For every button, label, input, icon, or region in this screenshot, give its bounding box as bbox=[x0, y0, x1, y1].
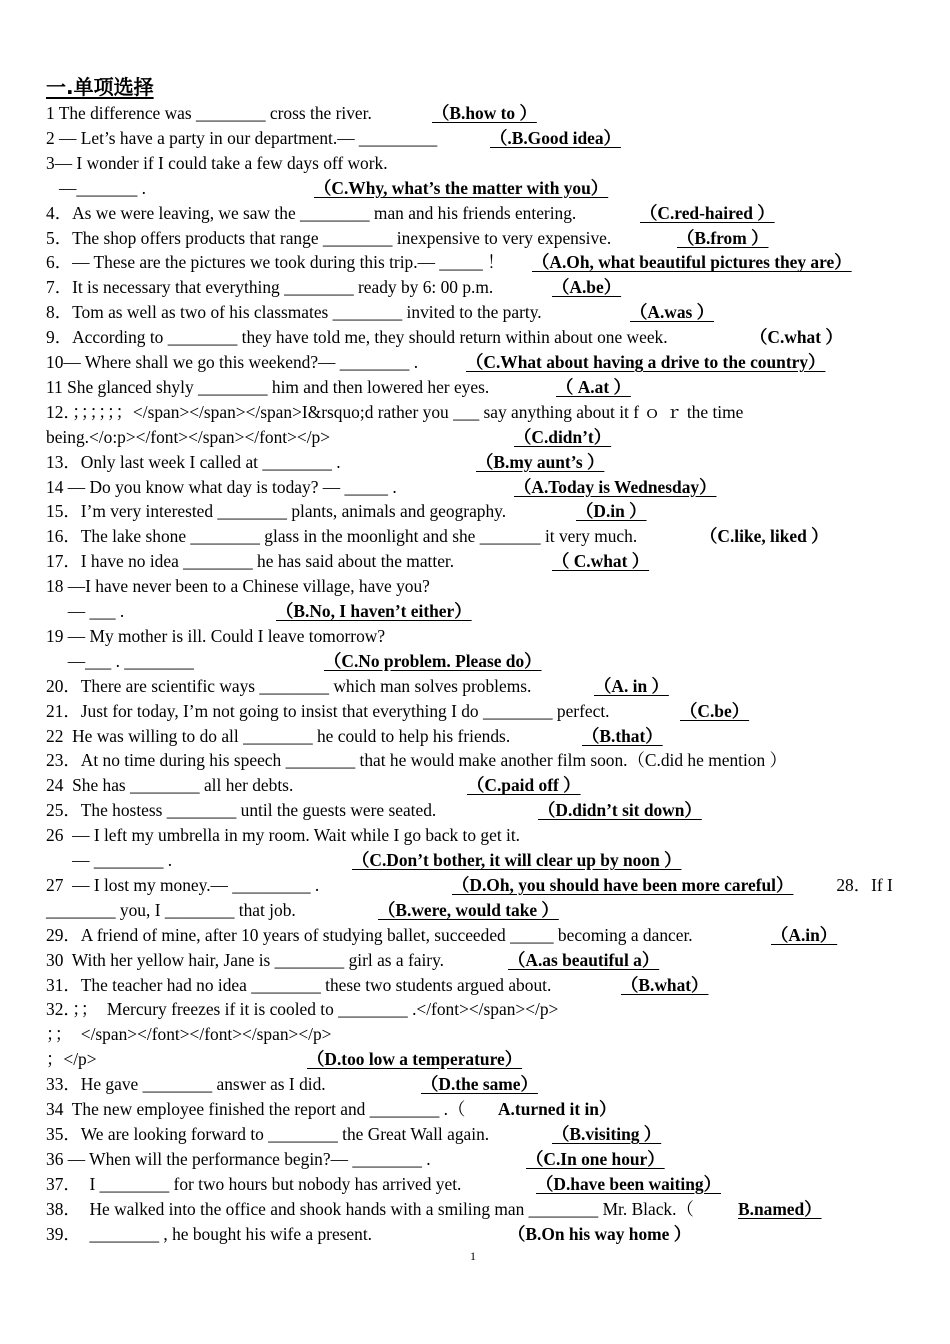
question-text: 5．The shop offers products that range ________ inexpensive to very expensive. bbox=[46, 227, 612, 248]
question-text: ；； </span></font></font></span></p> bbox=[46, 1024, 332, 1045]
question-answer: （A.in） bbox=[771, 924, 838, 945]
question-answer: （B.how to ） bbox=[432, 103, 537, 123]
question-text: 4．As we were leaving, we saw the ________ man and his friends entering. bbox=[46, 202, 577, 223]
question-answer: （C.No problem. Please do） bbox=[324, 650, 542, 671]
question-answer: （B.that） bbox=[582, 725, 663, 746]
question-text: 38． He walked into the office and shook hands with a smiling man ________ Mr. Black.（ bbox=[46, 1198, 694, 1219]
question-text: 19 — My mother is ill. Could I leave tomorrow? bbox=[46, 625, 386, 646]
question-answer: （B.On his way home ） bbox=[508, 1223, 692, 1244]
question-text: 22 He was willing to do all ________ he could to help his friends. bbox=[46, 725, 511, 746]
question-text: 18 —I have never been to a Chinese village, have you? bbox=[46, 576, 430, 597]
question-text: 36 — When will the performance begin?— ________ . bbox=[46, 1148, 431, 1169]
question-text: 37． I ________ for two hours but nobody has arrived yet. bbox=[46, 1173, 462, 1194]
question-text: 32．；； Mercury freezes if it is cooled to ________ .</font></span></p> bbox=[46, 999, 559, 1020]
question-answer: （D.in ） bbox=[576, 501, 647, 522]
question-answer: （D.the same） bbox=[421, 1074, 538, 1095]
question-text: 1 The difference was ________ cross the river. bbox=[46, 103, 372, 123]
question-answer: （ A.at ） bbox=[556, 376, 631, 397]
question-answer: （.B.Good idea） bbox=[490, 127, 621, 148]
question-answer: （D.Oh, you should have been more careful） bbox=[452, 874, 794, 895]
question-answer: （B.No, I haven’t either） bbox=[276, 601, 472, 621]
question-text: — ___ . bbox=[46, 601, 125, 621]
question-answer: （D.too low a temperature） bbox=[307, 1049, 523, 1070]
question-answer: （B.from ） bbox=[677, 227, 769, 248]
question-answer: （C.What about having a drive to the country） bbox=[466, 352, 826, 372]
question-text: ；</p> bbox=[46, 1049, 97, 1070]
question-answer: （C.didn’t） bbox=[514, 426, 612, 447]
question-text: 39． ________ , he bought his wife a present. bbox=[46, 1223, 373, 1244]
question-answer: （B.visiting ） bbox=[552, 1123, 662, 1144]
question-text: 9．According to ________ they have told me, they should return within about one week. bbox=[46, 327, 668, 348]
question-text: 17．I have no idea ________ he has said about the matter. bbox=[46, 551, 455, 572]
question-answer: （B.were, would take ） bbox=[378, 899, 559, 920]
question-answer: （C.what ） bbox=[750, 327, 843, 348]
question-text: 27 — I lost my money.— _________ . bbox=[46, 874, 320, 895]
question-text: 29．A friend of mine, after 10 years of studying ballet, succeeded _____ becoming a dancer. bbox=[46, 924, 693, 945]
question-text: 10— Where shall we go this weekend?— ________ . bbox=[46, 352, 419, 372]
question-text: ________ you, I ________ that job. bbox=[46, 899, 296, 920]
question-text: 30 With her yellow hair, Jane is ________ girl as a fairy. bbox=[46, 949, 445, 970]
question-text: being.</o:p></font></span></font></p> bbox=[46, 426, 331, 447]
page-number: 1 bbox=[470, 1249, 476, 1263]
question-answer: （A.Today is Wednesday） bbox=[514, 476, 717, 497]
question-text: 21．Just for today, I’m not going to insist that everything I do ________ perfect. bbox=[46, 700, 610, 721]
question-answer: （C.In one hour） bbox=[526, 1148, 665, 1169]
question-answer: （D.didn’t sit down） bbox=[538, 800, 702, 821]
question-answer: （A.as beautiful a） bbox=[508, 949, 660, 970]
question-answer: （A.be） bbox=[552, 277, 622, 298]
question-text: —___ . ________ bbox=[46, 650, 194, 671]
question-answer: （A.Oh, what beautiful pictures they are） bbox=[532, 252, 852, 273]
question-answer: （B.my aunt’s ） bbox=[476, 451, 605, 472]
question-text: 35．We are looking forward to ________ the Great Wall again. bbox=[46, 1123, 490, 1144]
question-text: 24 She has ________ all her debts. bbox=[46, 775, 294, 796]
question-text: 12．；；；；；；</span></span></span>I&rsquo;d rather you ___ say anything about it f ｏ ｒ the time bbox=[46, 401, 744, 422]
question-answer: A.turned it in） bbox=[498, 1099, 617, 1119]
question-text: 11 She glanced shyly ________ him and then lowered her eyes. bbox=[46, 376, 490, 397]
question-text: 15．I’m very interested ________ plants, animals and geography. bbox=[46, 501, 507, 522]
question-text: 26 — I left my umbrella in my room. Wait while I go back to get it. bbox=[46, 825, 521, 846]
question-answer: （D.have been waiting） bbox=[536, 1173, 722, 1194]
question-answer: （C.Don’t bother, it will clear up by noon ） bbox=[352, 850, 682, 870]
question-answer: （C.be） bbox=[680, 700, 750, 721]
question-text: 33．He gave ________ answer as I did. bbox=[46, 1074, 326, 1095]
question-answer: B.named） bbox=[738, 1198, 822, 1219]
question-text: 25．The hostess ________ until the guests were seated. bbox=[46, 800, 437, 821]
question-text: 3— I wonder if I could take a few days off work. bbox=[46, 152, 388, 173]
question-text: — ________ . bbox=[46, 850, 173, 870]
question-answer: （C.paid off ） bbox=[467, 775, 581, 796]
question-text: 14 — Do you know what day is today? — _____ . bbox=[46, 476, 397, 497]
question-text: 31．The teacher had no idea ________ these two students argued about. bbox=[46, 974, 552, 995]
question-answer: （A.was ） bbox=[630, 302, 715, 323]
question-text: 34 The new employee finished the report and ________ .（ bbox=[46, 1099, 466, 1119]
question-answer: （C.red-haired ） bbox=[640, 202, 775, 223]
question-answer: （C.Why, what’s the matter with you） bbox=[314, 177, 609, 198]
question-text: 6．— These are the pictures we took during this trip.— _____ ！ bbox=[46, 252, 505, 273]
question-text: 7．It is necessary that everything ________ ready by 6: 00 p.m. bbox=[46, 277, 494, 298]
question-text: 2 — Let’s have a party in our department.— _________ bbox=[46, 127, 438, 148]
question-answer: （C.like, liked ） bbox=[700, 526, 829, 547]
question-answer: （ C.what ） bbox=[552, 551, 650, 572]
question-text: —_______ . bbox=[46, 177, 146, 198]
question-text: 13．Only last week I called at ________ . bbox=[46, 451, 341, 472]
question-text: 16．The lake shone ________ glass in the moonlight and she _______ it very much. bbox=[46, 526, 638, 547]
question-answer: （A. in ） bbox=[594, 675, 669, 696]
section-heading: 一.单项选择 bbox=[46, 75, 154, 99]
question-text: 23．At no time during his speech ________ that he would make another film soon.（C.did he mention ） bbox=[46, 750, 787, 771]
question-tail-text: 28．If I bbox=[832, 874, 893, 895]
question-answer: （B.what） bbox=[621, 974, 709, 995]
question-text: 8．Tom as well as two of his classmates ________ invited to the party. bbox=[46, 302, 542, 323]
question-text: 20．There are scientific ways ________ which man solves problems. bbox=[46, 675, 532, 696]
